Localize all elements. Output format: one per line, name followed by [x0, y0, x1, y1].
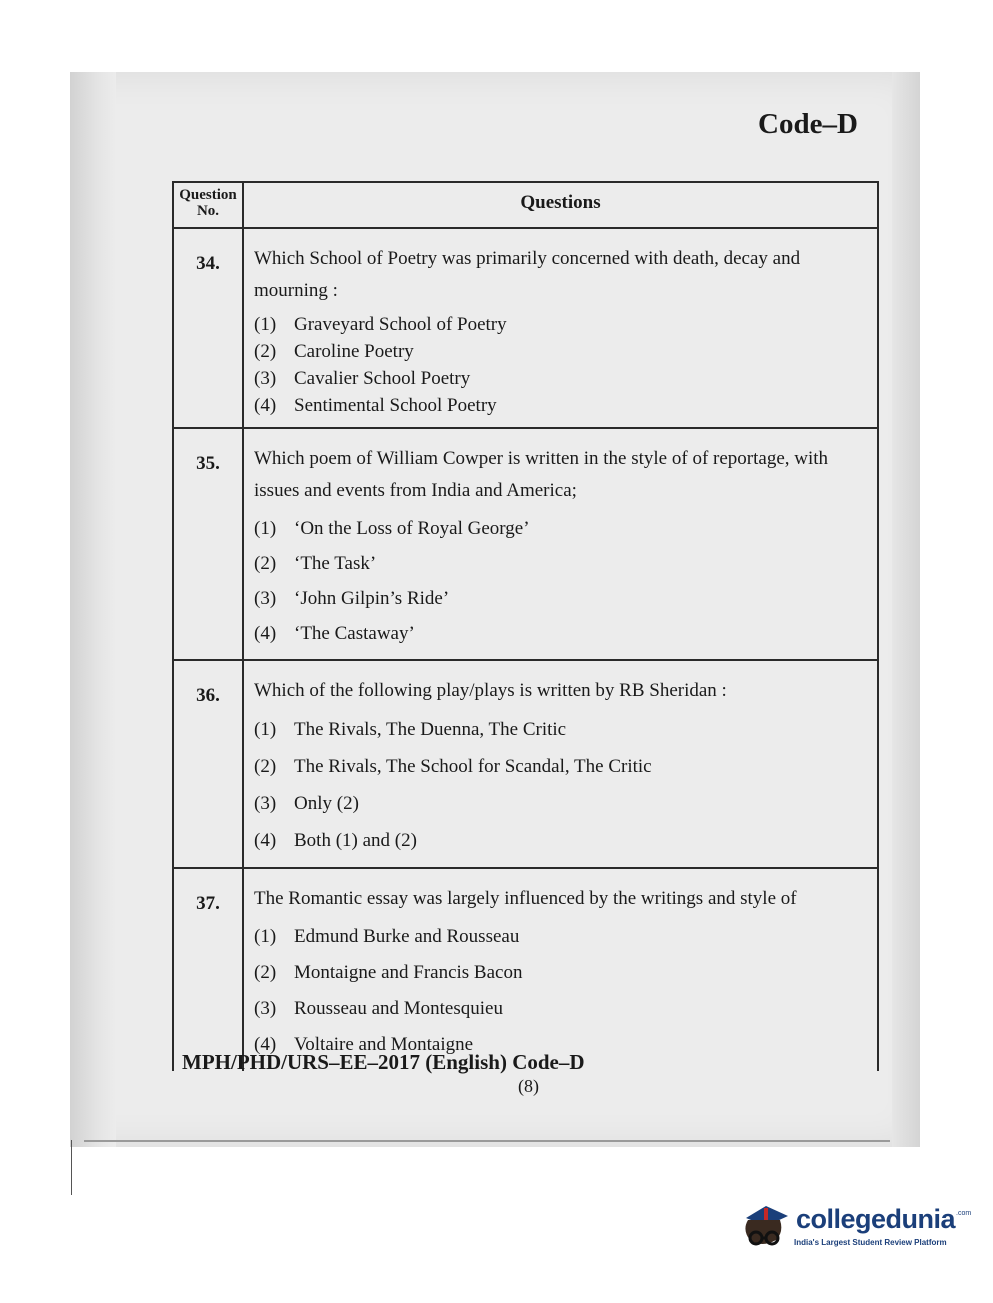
table-row — [173, 868, 878, 1071]
question-text: Which School of Poetry was primarily concerned with death, decay and mourning : — [254, 248, 801, 301]
collegedunia-watermark — [736, 1196, 972, 1256]
option-text: ‘On the Loss of Royal George’ — [294, 518, 530, 539]
page-footer: MPH/PHD/URS–EE–2017 (English) Code–D — [182, 1050, 585, 1074]
option — [254, 822, 873, 859]
option-label: (1) — [254, 926, 277, 947]
table-row — [173, 660, 878, 868]
option — [254, 365, 873, 392]
option-label: (4) — [254, 830, 277, 851]
option — [254, 616, 873, 651]
option-label: (1) — [254, 314, 277, 335]
option — [254, 581, 873, 616]
question-cell — [243, 660, 878, 868]
option-text: Rousseau and Montesquieu — [294, 998, 503, 1019]
option-text: Both (1) and (2) — [294, 830, 417, 851]
option-label: (3) — [254, 588, 277, 609]
table-row — [173, 228, 878, 428]
option-label: (4) — [254, 623, 277, 644]
question-text: The Romantic essay was largely influenced by the writings and style of — [254, 888, 797, 909]
option-label: (4) — [254, 1034, 277, 1055]
brand-name: collegedunia — [796, 1204, 956, 1234]
option-label: (4) — [254, 395, 277, 416]
code-title: Code–D — [758, 108, 858, 140]
option-label: (3) — [254, 368, 277, 389]
question-cell — [243, 228, 878, 428]
option-text: Edmund Burke and Rousseau — [294, 926, 520, 947]
option — [254, 511, 873, 546]
header-questions: Questions — [243, 182, 878, 228]
option-text: Only (2) — [294, 793, 359, 814]
question-number: 36. — [173, 660, 243, 868]
option-text: Cavalier School Poetry — [294, 368, 471, 389]
page-number: (8) — [518, 1076, 539, 1096]
brand-domain: .com — [956, 1210, 972, 1217]
option — [254, 311, 873, 338]
option — [254, 955, 873, 991]
table-row — [173, 428, 878, 660]
option — [254, 546, 873, 581]
option-label: (2) — [254, 962, 277, 983]
option-text: Montaigne and Francis Bacon — [294, 962, 523, 983]
table-header-row — [173, 182, 878, 228]
option-text: The Rivals, The School for Scandal, The Critic — [294, 756, 652, 777]
option-label: (2) — [254, 553, 277, 574]
question-number: 37. — [173, 868, 243, 1071]
option — [254, 919, 873, 955]
mascot-icon — [736, 1196, 794, 1254]
option-label: (3) — [254, 793, 277, 814]
question-text: Which poem of William Cowper is written in the style of of reportage, with issues and events from India and America; — [254, 448, 829, 501]
question-cell — [243, 868, 878, 1071]
option-label: (3) — [254, 998, 277, 1019]
margin-line — [71, 1140, 72, 1195]
page-right-edge-shadow — [892, 72, 920, 1147]
option-text: ‘John Gilpin’s Ride’ — [294, 588, 450, 609]
option — [254, 338, 873, 365]
option-text: ‘The Task’ — [294, 553, 377, 574]
option-text: Graveyard School of Poetry — [294, 314, 507, 335]
option-text: The Rivals, The Duenna, The Critic — [294, 719, 567, 740]
option-text: Caroline Poetry — [294, 341, 414, 362]
option-text: Voltaire and Montaigne — [294, 1034, 474, 1055]
option — [254, 711, 873, 748]
question-number: 34. — [173, 228, 243, 428]
option — [254, 748, 873, 785]
header-question-no: Question No. — [173, 182, 243, 228]
option-text: Sentimental School Poetry — [294, 395, 497, 416]
question-cell — [243, 428, 878, 660]
option — [254, 991, 873, 1027]
option-label: (1) — [254, 719, 277, 740]
page-left-edge-shadow — [70, 72, 116, 1147]
question-number: 35. — [173, 428, 243, 660]
brand-tagline: India's Largest Student Review Platform — [794, 1238, 947, 1247]
option-label: (2) — [254, 756, 277, 777]
page-bottom-edge — [84, 1140, 890, 1142]
option-label: (1) — [254, 518, 277, 539]
option-label: (2) — [254, 341, 277, 362]
option — [254, 785, 873, 822]
option-text: ‘The Castaway’ — [294, 623, 415, 644]
question-text: Which of the following play/plays is written by RB Sheridan : — [254, 680, 727, 701]
option — [254, 392, 873, 419]
questions-table — [172, 181, 879, 1071]
